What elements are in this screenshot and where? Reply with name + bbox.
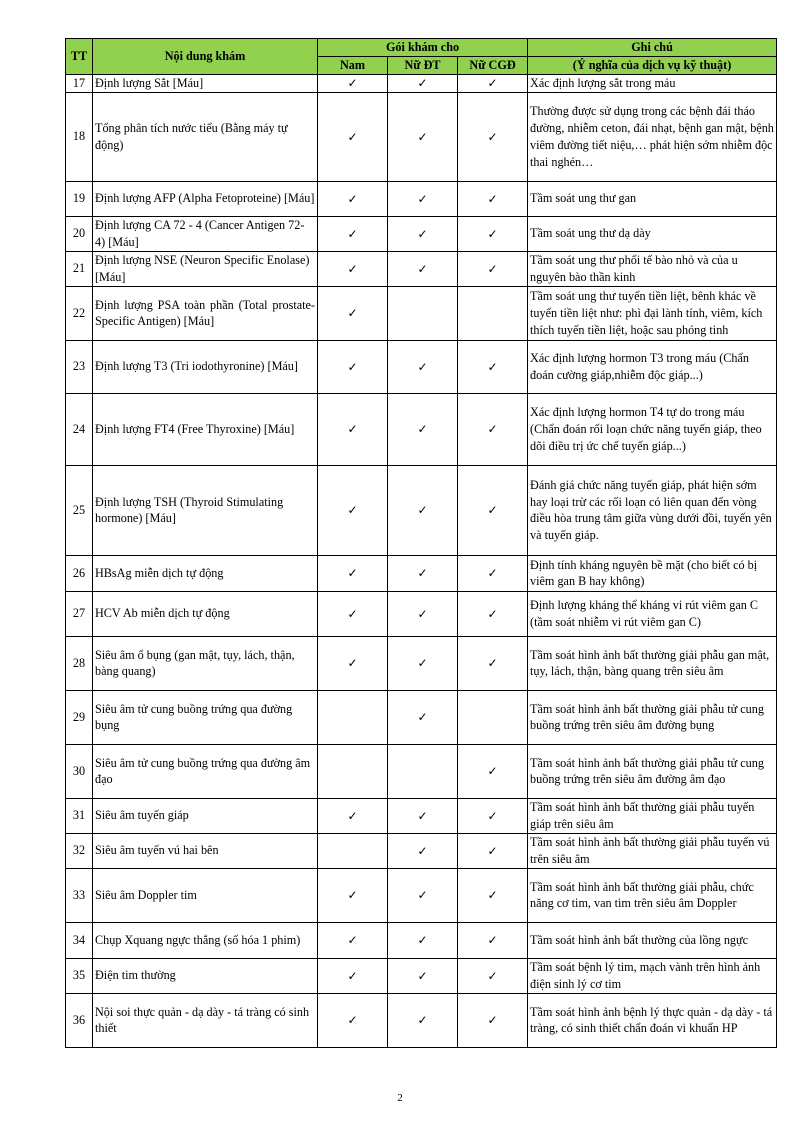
check-mark-icon: ✓: [458, 251, 528, 286]
check-mark-icon: ✓: [388, 922, 458, 958]
check-mark-icon: ✓: [388, 690, 458, 744]
check-mark-icon: ✓: [318, 868, 388, 922]
row-number: 30: [66, 744, 93, 798]
header-package-group: Gói khám cho: [318, 39, 528, 57]
check-mark-icon: ✓: [318, 340, 388, 393]
check-mark-icon: ✓: [388, 75, 458, 93]
exam-content: Chụp Xquang ngực thẳng (số hóa 1 phim): [93, 922, 318, 958]
check-nam: [318, 833, 388, 868]
check-mark-icon: ✓: [458, 993, 528, 1047]
exam-content: Định lượng T3 (Tri iodothyronine) [Máu]: [93, 340, 318, 393]
exam-content: Điện tim thường: [93, 958, 318, 993]
row-number: 34: [66, 922, 93, 958]
note-text: Tầm soát ung thư tuyến tiền liệt, bênh khác về tuyến tiền liệt như: phì đại lành tính, viêm, kích thích tuyến tiền liệt, hoặc sau phóng tinh: [528, 286, 777, 340]
note-text: Tầm soát hình ảnh bệnh lý thực quản - dạ dày - tá tràng, có sinh thiết chẩn đoán vi khuẩn HP: [528, 993, 777, 1047]
row-number: 25: [66, 465, 93, 555]
exam-content: HBsAg miễn dịch tự động: [93, 555, 318, 591]
table-row: [66, 75, 777, 93]
check-mark-icon: ✓: [388, 636, 458, 690]
exam-content: Siêu âm tử cung buồng trứng qua đường bụng: [93, 690, 318, 744]
check-mark-icon: ✓: [458, 591, 528, 636]
row-number: 17: [66, 75, 93, 93]
exam-content: Định lượng Sắt [Máu]: [93, 75, 318, 93]
table-row: [66, 555, 777, 591]
row-number: 18: [66, 92, 93, 181]
check-mark-icon: ✓: [318, 465, 388, 555]
exam-content: Định lượng NSE (Neuron Specific Enolase) [Máu]: [93, 251, 318, 286]
exam-content: HCV Ab miễn dịch tự động: [93, 591, 318, 636]
check-mark-icon: ✓: [458, 216, 528, 251]
check-mark-icon: ✓: [458, 744, 528, 798]
exam-content: Siêu âm tử cung buồng trứng qua đường âm đạo: [93, 744, 318, 798]
check-nu-cgd: [458, 690, 528, 744]
check-mark-icon: ✓: [388, 465, 458, 555]
row-number: 35: [66, 958, 93, 993]
table-row: [66, 833, 777, 868]
note-text: Tầm soát ung thư phổi tế bào nhỏ và của u nguyên bào thần kinh: [528, 251, 777, 286]
table-row: [66, 744, 777, 798]
check-mark-icon: ✓: [388, 181, 458, 216]
check-mark-icon: ✓: [388, 393, 458, 465]
note-text: Tầm soát hình ảnh bất thường giải phẫu tuyến vú trên siêu âm: [528, 833, 777, 868]
exam-content: Định lượng AFP (Alpha Fetoproteine) [Máu]: [93, 181, 318, 216]
row-number: 31: [66, 798, 93, 833]
check-mark-icon: ✓: [458, 636, 528, 690]
check-mark-icon: ✓: [388, 798, 458, 833]
table-row: [66, 393, 777, 465]
exam-content: Định lượng TSH (Thyroid Stimulating hormone) [Máu]: [93, 465, 318, 555]
check-mark-icon: ✓: [388, 555, 458, 591]
exam-package-table: [65, 38, 777, 1048]
row-number: 29: [66, 690, 93, 744]
check-mark-icon: ✓: [388, 958, 458, 993]
check-mark-icon: ✓: [318, 591, 388, 636]
check-mark-icon: ✓: [318, 92, 388, 181]
note-text: Tầm soát hình ảnh bất thường giải phẫu tuyến giáp trên siêu âm: [528, 798, 777, 833]
note-text: Tầm soát ung thư gan: [528, 181, 777, 216]
exam-content: Siêu âm Doppler tim: [93, 868, 318, 922]
table-row: [66, 591, 777, 636]
check-mark-icon: ✓: [318, 636, 388, 690]
table-row: [66, 181, 777, 216]
header-package-nu-cgd: Nữ CGĐ: [458, 57, 528, 75]
row-number: 28: [66, 636, 93, 690]
exam-content: Tổng phân tích nước tiểu (Bằng máy tự động): [93, 92, 318, 181]
table-row: [66, 340, 777, 393]
check-mark-icon: ✓: [388, 92, 458, 181]
table-row: [66, 465, 777, 555]
exam-content: Siêu âm ổ bụng (gan mật, tụy, lách, thận, bàng quang): [93, 636, 318, 690]
check-mark-icon: ✓: [458, 181, 528, 216]
header-note: Ghi chú: [528, 39, 777, 57]
table-row: [66, 92, 777, 181]
check-mark-icon: ✓: [388, 591, 458, 636]
table-row: [66, 922, 777, 958]
check-nu-cgd: [458, 286, 528, 340]
row-number: 33: [66, 868, 93, 922]
exam-content: Siêu âm tuyến giáp: [93, 798, 318, 833]
header-package-nam: Nam: [318, 57, 388, 75]
check-mark-icon: ✓: [318, 251, 388, 286]
row-number: 19: [66, 181, 93, 216]
check-mark-icon: ✓: [458, 75, 528, 93]
check-mark-icon: ✓: [458, 555, 528, 591]
exam-content: Định lượng PSA toàn phần (Total prostate-Specific Antigen) [Máu]: [93, 286, 318, 340]
note-text: Tầm soát hình ảnh bất thường giải phẫu, chức năng cơ tim, van tim trên siêu âm Doppler: [528, 868, 777, 922]
check-mark-icon: ✓: [458, 868, 528, 922]
note-text: Tầm soát bệnh lý tim, mạch vành trên hình ảnh điện sinh lý cơ tim: [528, 958, 777, 993]
header-package-nu-dt: Nữ ĐT: [388, 57, 458, 75]
note-text: Tầm soát hình ảnh bất thường giải phẫu tử cung buồng trứng trên siêu âm đường âm đạo: [528, 744, 777, 798]
exam-content: Định lượng CA 72 - 4 (Cancer Antigen 72- 4) [Máu]: [93, 216, 318, 251]
check-mark-icon: ✓: [318, 555, 388, 591]
check-nu-dt: [388, 744, 458, 798]
check-mark-icon: ✓: [318, 216, 388, 251]
check-mark-icon: ✓: [458, 798, 528, 833]
table-body: [66, 75, 777, 1048]
table-row: [66, 286, 777, 340]
note-text: Tầm soát hình ảnh bất thường giải phẫu tử cung buồng trứng trên siêu âm đường bụng: [528, 690, 777, 744]
header-tt: TT: [66, 39, 93, 75]
row-number: 22: [66, 286, 93, 340]
check-mark-icon: ✓: [458, 465, 528, 555]
note-text: Định tính kháng nguyên bề mặt (cho biết có bị viêm gan B hay không): [528, 555, 777, 591]
check-mark-icon: ✓: [388, 216, 458, 251]
check-mark-icon: ✓: [458, 958, 528, 993]
note-text: Đánh giá chức năng tuyến giáp, phát hiện sớm hay loại trừ các rối loạn có liên quan đến vòng điều hòa trung tâm giữa vùng dưới đồi, tuyến yên và tuyến giáp.: [528, 465, 777, 555]
row-number: 20: [66, 216, 93, 251]
check-mark-icon: ✓: [458, 92, 528, 181]
check-mark-icon: ✓: [388, 993, 458, 1047]
note-text: Thường được sử dụng trong các bệnh đái tháo đường, nhiễm ceton, đái nhạt, bệnh gan mật, bệnh viêm đường tiết niệu,… phát hiện sớm nhiễm độc thai nghén…: [528, 92, 777, 181]
note-text: Định lượng kháng thể kháng vi rút viêm gan C (tầm soát nhiễm vi rút viêm gan C): [528, 591, 777, 636]
row-number: 36: [66, 993, 93, 1047]
row-number: 24: [66, 393, 93, 465]
check-mark-icon: ✓: [318, 286, 388, 340]
table-row: [66, 868, 777, 922]
row-number: 32: [66, 833, 93, 868]
check-mark-icon: ✓: [388, 833, 458, 868]
check-mark-icon: ✓: [318, 922, 388, 958]
check-mark-icon: ✓: [458, 340, 528, 393]
check-mark-icon: ✓: [388, 340, 458, 393]
check-nam: [318, 690, 388, 744]
row-number: 23: [66, 340, 93, 393]
check-mark-icon: ✓: [458, 393, 528, 465]
row-number: 26: [66, 555, 93, 591]
note-text: Tầm soát hình ảnh bất thường giải phẫu gan mật, tụy, lách, thận, bàng quang trên siêu âm: [528, 636, 777, 690]
exam-content: Định lượng FT4 (Free Thyroxine) [Máu]: [93, 393, 318, 465]
header-note-subtitle: (Ý nghĩa của dịch vụ kỹ thuật): [528, 57, 777, 75]
note-text: Xác định lượng hormon T4 tự do trong máu (Chẩn đoán rối loạn chức năng tuyến giáp, theo dõi điều trị ức chế tuyến giáp...): [528, 393, 777, 465]
table-row: [66, 216, 777, 251]
check-mark-icon: ✓: [318, 958, 388, 993]
page-number: 2: [397, 1092, 403, 1104]
check-nu-dt: [388, 286, 458, 340]
exam-content: Nội soi thực quản - dạ dày - tá tràng có sinh thiết: [93, 993, 318, 1047]
table-row: [66, 993, 777, 1047]
check-mark-icon: ✓: [388, 251, 458, 286]
table-row: [66, 798, 777, 833]
note-text: Xác định lượng sắt trong máu: [528, 75, 777, 93]
header-content: Nội dung khám: [93, 39, 318, 75]
exam-content: Siêu âm tuyến vú hai bên: [93, 833, 318, 868]
check-mark-icon: ✓: [388, 868, 458, 922]
check-mark-icon: ✓: [318, 798, 388, 833]
table-row: [66, 690, 777, 744]
check-nam: [318, 744, 388, 798]
note-text: Tầm soát hình ảnh bất thường của lồng ngực: [528, 922, 777, 958]
note-text: Xác định lượng hormon T3 trong máu (Chẩn đoán cường giáp,nhiễm độc giáp...): [528, 340, 777, 393]
check-mark-icon: ✓: [458, 833, 528, 868]
row-number: 21: [66, 251, 93, 286]
check-mark-icon: ✓: [458, 922, 528, 958]
check-mark-icon: ✓: [318, 181, 388, 216]
table-row: [66, 636, 777, 690]
check-mark-icon: ✓: [318, 993, 388, 1047]
check-mark-icon: ✓: [318, 75, 388, 93]
row-number: 27: [66, 591, 93, 636]
table-row: [66, 251, 777, 286]
note-text: Tầm soát ung thư dạ dày: [528, 216, 777, 251]
table-row: [66, 958, 777, 993]
check-mark-icon: ✓: [318, 393, 388, 465]
